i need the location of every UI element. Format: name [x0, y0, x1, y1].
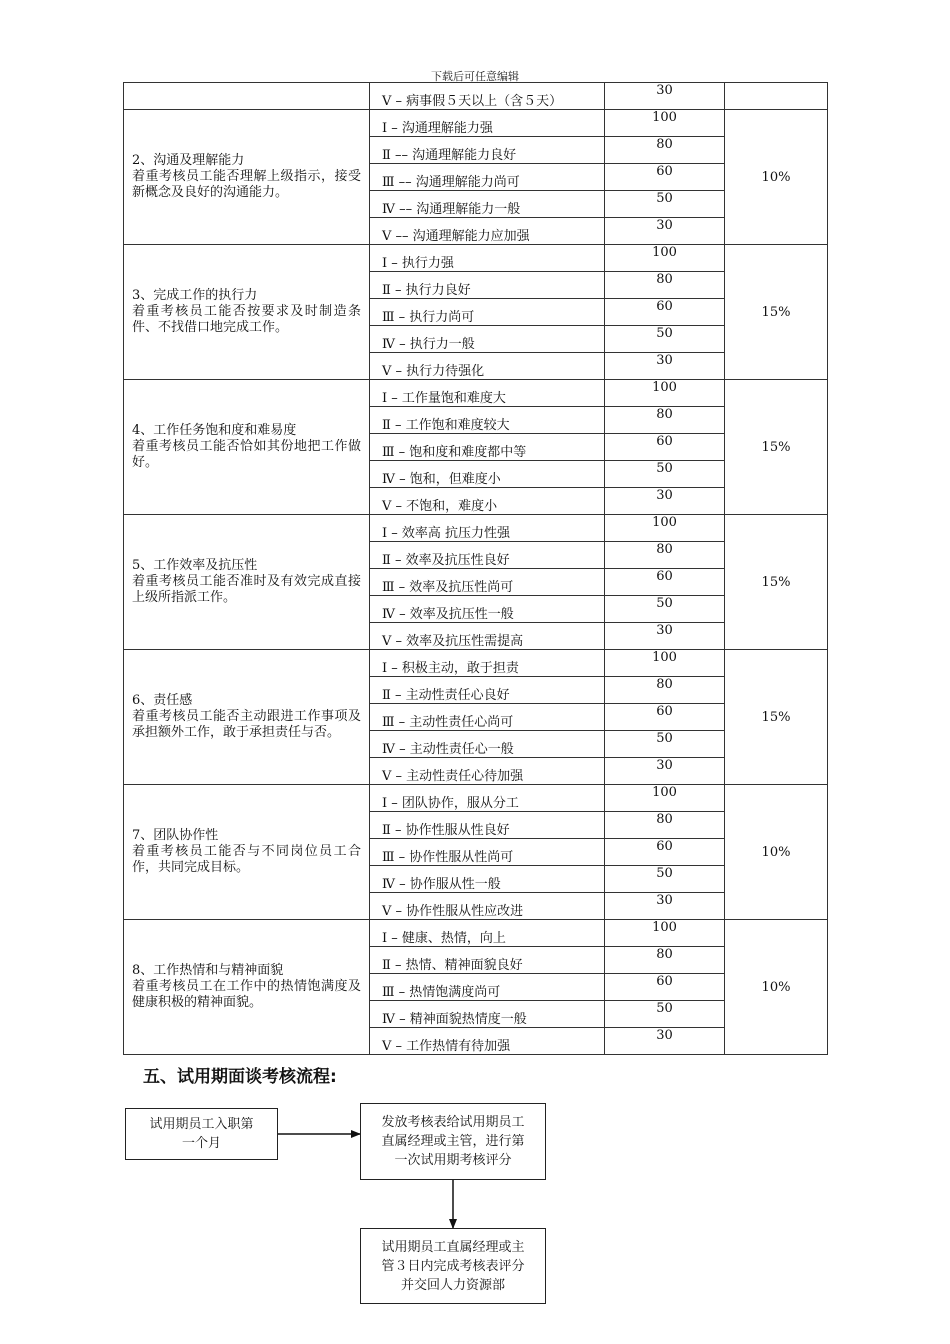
section-title: 五、试用期面谈考核流程:	[143, 1067, 337, 1087]
level-label: Ⅱ –– 沟通理解能力良好	[370, 137, 605, 164]
level-label: Ⅴ – 主动性责任心待加强	[370, 758, 605, 785]
level-label: Ⅴ –– 沟通理解能力应加强	[370, 218, 605, 245]
level-score: 60	[605, 164, 725, 191]
flow-step-3-box	[360, 1228, 546, 1304]
level-score: 100	[605, 920, 725, 947]
level-label: Ⅰ – 团队协作，服从分工	[370, 785, 605, 812]
level-label: Ⅱ – 主动性责任心良好	[370, 677, 605, 704]
level-score: 50	[605, 596, 725, 623]
level-label: Ⅳ – 饱和，但难度小	[370, 461, 605, 488]
criterion-title: 5、工作效率及抗压性	[132, 558, 258, 573]
level-score: 30	[605, 83, 725, 110]
level-label: Ⅱ – 工作饱和难度较大	[370, 407, 605, 434]
level-label: Ⅴ – 不饱和，难度小	[370, 488, 605, 515]
criterion-title: 6、责任感	[132, 693, 193, 708]
criterion-description: 着重考核员工能否主动跟进工作事项及承担额外工作，敢于承担责任与否。	[132, 709, 361, 740]
weight-cell: 10%	[725, 110, 828, 245]
weight-cell: 15%	[725, 650, 828, 785]
level-label: Ⅲ –– 沟通理解能力尚可	[370, 164, 605, 191]
level-label: Ⅴ – 工作热情有待加强	[370, 1028, 605, 1055]
level-score: 60	[605, 434, 725, 461]
level-score: 100	[605, 650, 725, 677]
level-label: Ⅳ – 协作服从性一般	[370, 866, 605, 893]
level-score: 60	[605, 704, 725, 731]
level-label: Ⅴ – 病事假５天以上（含５天）	[370, 83, 605, 110]
level-score: 50	[605, 461, 725, 488]
level-label: Ⅳ –– 沟通理解能力一般	[370, 191, 605, 218]
flow-step-1-line-2: 一个月	[181, 1136, 221, 1151]
level-label: Ⅰ – 积极主动，敢于担责	[370, 650, 605, 677]
flow-step-1-line-1: 试用期员工入职第	[149, 1117, 254, 1132]
level-score: 80	[605, 812, 725, 839]
level-score: 60	[605, 974, 725, 1001]
level-score: 80	[605, 137, 725, 164]
criterion-title: 3、完成工作的执行力	[132, 288, 258, 303]
level-score: 100	[605, 515, 725, 542]
level-label: Ⅱ – 热情、精神面貌良好	[370, 947, 605, 974]
header-note: 下载后可任意编辑	[431, 70, 519, 83]
level-score: 50	[605, 326, 725, 353]
level-label: Ⅰ – 健康、热情，向上	[370, 920, 605, 947]
level-score: 30	[605, 623, 725, 650]
level-label: Ⅲ – 主动性责任心尚可	[370, 704, 605, 731]
level-score: 100	[605, 380, 725, 407]
level-label: Ⅰ – 效率高 抗压力性强	[370, 515, 605, 542]
level-score: 60	[605, 569, 725, 596]
level-label: Ⅴ – 协作性服从性应改进	[370, 893, 605, 920]
level-score: 60	[605, 299, 725, 326]
flow-step-2-box	[360, 1103, 546, 1180]
level-label: Ⅰ – 执行力强	[370, 245, 605, 272]
level-label: Ⅲ – 热情饱满度尚可	[370, 974, 605, 1001]
criterion-title: 7、团队协作性	[132, 828, 219, 843]
level-label: Ⅱ – 协作性服从性良好	[370, 812, 605, 839]
level-label: Ⅲ – 效率及抗压性尚可	[370, 569, 605, 596]
weight-cell: 10%	[725, 920, 828, 1055]
level-label: Ⅲ – 饱和度和难度都中等	[370, 434, 605, 461]
criterion-description: 着重考核员工能否按要求及时制造条件、不找借口地完成工作。	[132, 304, 361, 335]
level-score: 100	[605, 245, 725, 272]
flow-step-2-line-3: 一次试用期考核评分	[394, 1153, 512, 1168]
criterion-description: 着重考核员工能否理解上级指示，接受新概念及良好的沟通能力。	[132, 169, 361, 200]
level-score: 30	[605, 758, 725, 785]
level-score: 80	[605, 677, 725, 704]
level-score: 80	[605, 272, 725, 299]
level-label: Ⅳ – 主动性责任心一般	[370, 731, 605, 758]
level-score: 30	[605, 218, 725, 245]
criterion-description: 着重考核员工在工作中的热情饱满度及健康积极的精神面貌。	[132, 979, 361, 1010]
level-score: 80	[605, 947, 725, 974]
level-label: Ⅴ – 效率及抗压性需提高	[370, 623, 605, 650]
level-score: 100	[605, 110, 725, 137]
level-label: Ⅳ – 精神面貌热情度一般	[370, 1001, 605, 1028]
level-score: 50	[605, 191, 725, 218]
level-score: 50	[605, 1001, 725, 1028]
criterion-title: 2、沟通及理解能力	[132, 153, 245, 168]
level-label: Ⅲ – 协作性服从性尚可	[370, 839, 605, 866]
level-label: Ⅰ – 工作量饱和难度大	[370, 380, 605, 407]
weight-cell: 15%	[725, 515, 828, 650]
level-label: Ⅱ – 效率及抗压性良好	[370, 542, 605, 569]
level-score: 30	[605, 353, 725, 380]
level-label: Ⅳ – 执行力一般	[370, 326, 605, 353]
criterion-title: 4、工作任务饱和度和难易度	[132, 423, 297, 438]
level-score: 60	[605, 839, 725, 866]
flow-step-3-line-3: 并交回人力资源部	[400, 1277, 505, 1293]
level-score: 50	[605, 866, 725, 893]
criterion-description: 着重考核员工能否准时及有效完成直接上级所指派工作。	[132, 574, 361, 605]
criterion-description: 着重考核员工能否与不同岗位员工合作，共同完成目标。	[132, 844, 361, 875]
criterion-description: 着重考核员工能否恰如其份地把工作做好。	[132, 439, 361, 470]
level-score: 30	[605, 488, 725, 515]
level-score: 30	[605, 1028, 725, 1055]
level-score: 80	[605, 407, 725, 434]
weight-cell: 15%	[725, 245, 828, 380]
weight-cell: 10%	[725, 785, 828, 920]
level-label: Ⅳ – 效率及抗压性一般	[370, 596, 605, 623]
level-label: Ⅲ – 执行力尚可	[370, 299, 605, 326]
level-score: 80	[605, 542, 725, 569]
flow-step-3-line-1: 试用期员工直属经理或主	[381, 1239, 525, 1255]
flow-step-2-line-1: 发放考核表给试用期员工	[381, 1115, 525, 1130]
level-score: 30	[605, 893, 725, 920]
criterion-title: 8、工作热情和与精神面貌	[132, 963, 284, 978]
flow-step-2-line-2: 直属经理或主管，进行第	[381, 1134, 525, 1149]
level-score: 50	[605, 731, 725, 758]
weight-cell: 15%	[725, 380, 828, 515]
flow-step-3-line-2: 管３日内完成考核表评分	[381, 1258, 525, 1274]
level-label: Ⅰ – 沟通理解能力强	[370, 110, 605, 137]
level-label: Ⅴ – 执行力待强化	[370, 353, 605, 380]
level-label: Ⅱ – 执行力良好	[370, 272, 605, 299]
flow-step-1-box	[125, 1108, 278, 1160]
level-score: 100	[605, 785, 725, 812]
